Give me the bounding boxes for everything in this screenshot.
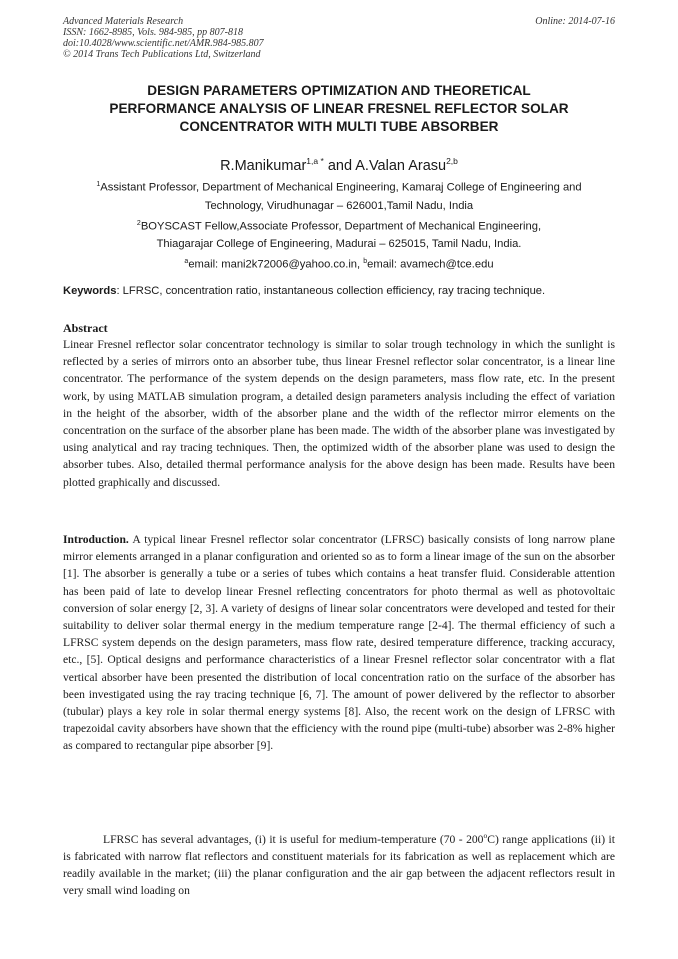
para2-text-b: C) range applications (ii) it is fabricated with narrow flat reflectors and constituent materials for its fabrication as well as replacement which are readily available in the market; (iii) the planar configuration and the air gap between the adjacent reflectors result in very small wind loading on [63, 832, 615, 898]
affiliation-2-text: BOYSCAST Fellow,Associate Professor, Department of Mechanical Engineering, [140, 220, 542, 233]
keywords [63, 284, 623, 299]
introduction-paragraph [63, 531, 615, 755]
author-1-sup: 1,a * [306, 156, 324, 166]
abstract-heading: Abstract [63, 321, 108, 335]
paper-title [63, 82, 615, 136]
affiliation-1-line-2: Technology, Virudhunagar – 626001,Tamil Nadu, India [204, 199, 474, 212]
introduction-text: A typical linear Fresnel reflector solar concentrator (LFRSC) basically consists of long narrow plane mirror elements arranged in a planar configuration and oriented so as to form a linear image of the sun on the absorber [1]. The absorber is generally a tube or a series of tubes which contains a heat transfer fluid. Considerable attention has been paid of late to develop linear Fresnel reflecting concentrators for photo thermal as well as photovoltaic conversion of solar energy [2, 3]. A variety of designs of linear solar concentrators were developed and tested for their suitability to deliver solar thermal energy in the medium temperature range [2-4]. The thermal efficiency of such a LFRSC system depends on the design parameters, mass flow rate, desired temperature difference, tracking accuracy, etc., [5]. Optical designs and performance characteristics of a linear Fresnel reflector solar concentrator with a flat vertical absorber have been presented the distribution of local concentration ratio on the surface of the absorber has been investigated using the ray tracing technique [6, 7]. The amount of power delivered by the reflector to absorber (tubular) plays a key role in solar thermal energy systems [8]. Also, the recent work on the design of LFRSC with trapezoidal cavity absorbers have shown that the efficiency with the round pipe (multi-tube) absorber was 2-8% higher as compared to rectangular pipe absorber [9]. [63, 533, 615, 753]
keywords-label: Keywords [63, 285, 117, 297]
affiliation-2-sup: 2 [136, 219, 141, 227]
author-list [63, 152, 615, 175]
introduction-heading: Introduction. [63, 533, 129, 546]
journal-name: Advanced Materials Research [63, 16, 184, 27]
author-2-sup: 2,b [446, 156, 458, 166]
affiliation-2-line-1 [63, 215, 615, 236]
author-and: and [323, 157, 356, 174]
affiliation-1-text: Assistant Professor, Department of Mechanical Engineering, Kamaraj College of Engineering and [100, 181, 582, 194]
email-a[interactable]: email: mani2k72006@yahoo.co.in, [188, 259, 364, 272]
affiliations [63, 176, 615, 274]
keywords-text: : LFRSC, concentration ratio, instantaneous collection efficiency, ray tracing technique. [116, 285, 546, 297]
title-line-1: DESIGN PARAMETERS OPTIMIZATION AND THEORETICAL [147, 83, 531, 98]
para2-text-a: LFRSC has several advantages, (i) it is useful for medium-temperature (70 - 200 [103, 832, 484, 846]
affiliation-2-line-2: Thiagarajar College of Engineering, Madurai – 625015, Tamil Nadu, India. [156, 238, 522, 251]
issn-line: ISSN: 1662-8985, Vols. 984-985, pp 807-818 [63, 27, 243, 38]
title-line-2: PERFORMANCE ANALYSIS OF LINEAR FRESNEL REFLECTOR SOLAR [109, 101, 569, 116]
online-date: Online: 2014-07-16 [535, 16, 615, 27]
journal-info [63, 16, 264, 60]
abstract-text: Linear Fresnel reflector solar concentrator technology is similar to solar trough technology in which the sunlight is reflected by a series of mirrors onto an absorber tube, thus linear Fresnel reflector solar concentrator, is a linear line concentrator. The performance of the system depends on the design parameters, mass flow rate, etc. In the present work, by using MATLAB simulation program, a detailed design parameters analysis including the effect of variation in the height of the absorber, width of the absorber plane and the width of the reflector mirror elements on the concentration on the surface of the absorber plane has been made. The width of the absorber plane was investigated by using analytical and ray tracing techniques. Then, the optimized width of the absorber plane was used to design the absorber tubes. Also, detailed thermal performance analysis for the above design has been made. Results have been plotted graphically and discussed. [63, 338, 615, 489]
email-a-sup: a [184, 258, 189, 266]
email-b[interactable]: email: avamech@tce.edu [367, 259, 494, 272]
introduction-paragraph-2 [63, 827, 615, 900]
doi-line[interactable]: doi:10.4028/www.scientific.net/AMR.984-985.807 [63, 38, 264, 49]
title-line-3: CONCENTRATOR WITH MULTI TUBE ABSORBER [179, 119, 499, 134]
author-1: R.Manikumar [220, 157, 307, 174]
copyright-line: © 2014 Trans Tech Publications Ltd, Switzerland [63, 49, 261, 60]
affiliation-1-line-1 [63, 176, 615, 197]
author-2: A.Valan Arasu [355, 157, 447, 174]
degree-sup: o [483, 831, 488, 840]
email-line [63, 253, 615, 274]
affiliation-1-sup: 1 [96, 181, 101, 188]
email-b-sup: b [363, 258, 368, 266]
